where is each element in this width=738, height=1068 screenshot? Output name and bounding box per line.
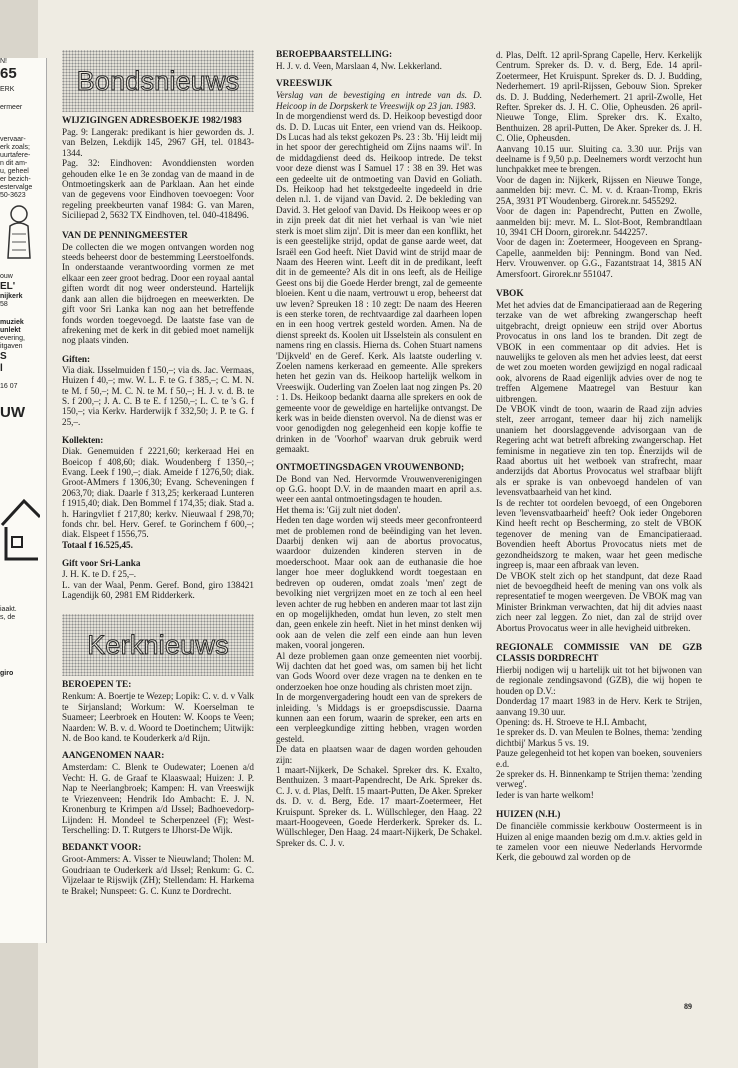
paragraph: J. H. K. te D. f 25,–.: [62, 569, 137, 580]
stub-line: u, geheel: [0, 168, 29, 175]
paragraph: 1 maart-Nijkerk, De Schakel. Spreker drs. K. Exalto, Benthuizen. 3 maart-Papendrecht, De Ark. Spreker ds. C. J. v. d. Plas, Delft. 15 maart-Putten, De Aker. Spreker ds. D. v. d. Berg, Ede. 17 maart-Zoetermeer, Het Kruispunt. Spreker ds. L. Wüllschleger, den Haag. 22 maart-Hoogeveen, Goede Herderkerk. Spreker ds. L. Wüllschleger, Den Haag. 24 maart-Nijkerk, De Schakel. Spreker ds. C. J. v.: [276, 765, 482, 848]
stub-line: nijkerk: [0, 293, 23, 300]
stub-line: er bezich-: [0, 176, 31, 183]
stub-line: evering,: [0, 335, 25, 342]
paragraph: Aanvang 10.15 uur. Sluiting ca. 3.30 uur. Prijs van deelname is f 9,50 p.p. Deelnemers wordt verzocht hun lunchpakket mee te brengen.: [496, 143, 702, 175]
figure-illustration: [6, 204, 32, 260]
stub-line: N!: [0, 58, 7, 65]
paragraph: Pag. 32: Eindhoven: Avonddiensten worden gehouden elke 1e en 3e zondag van de maand in de Ontmoetingskerk aan de Parklaan. Aan het einde van de gegevens voor Eindhoven toevoegen: Voor regeling preekbeurten vanaf 1984: G. van Maren, Siciliepad 2, 5632 TX Eindhoven, tel. 040-418496.: [62, 158, 254, 221]
paragraph: Donderdag 17 maart 1983 in de Herv. Kerk te Strijen, aanvang 19.30 uur.: [496, 696, 702, 717]
section-heading: BEROEPEN TE:: [62, 680, 132, 691]
stub-line: 16 07: [0, 383, 18, 390]
stub-line: s, de: [0, 614, 16, 621]
paragraph: Al deze problemen gaan onze gemeenten niet voorbij. Wij dachten dat het goed was, om samen bij het licht van Gods Woord over deze vragen na te denken en te onderzoeken hoe onze houding als christen moet zijn.: [276, 650, 482, 692]
bondsnieuws-banner: [62, 50, 254, 112]
column-3: [496, 50, 702, 863]
paragraph: Renkum: A. Boertje te Wezep; Lopik: C. v. d. v Valk te Sirjansland; Workum: W. Koerselman te Suameer; Leerbroek en Houten: W. Koops te Veen; Naarden: W. B. v. d. Woord te Doetinchem; Uitwijk: N. de Boo kand. te Kouderkerk a/d Rijn.: [62, 691, 254, 744]
stub-line: estervalge: [0, 184, 33, 191]
paragraph: Pauze gelegenheid tot het kopen van boeken, souveniers e.d.: [496, 748, 702, 769]
stub-line: itgaven: [0, 343, 23, 350]
total-line: Totaal f 16.525,45.: [62, 539, 133, 550]
subheading: Gift voor Sri-Lanka: [62, 558, 141, 569]
section-heading: BEROEPBAARSTELLING:: [276, 50, 393, 60]
paragraph: 1e spreker ds. D. van Meulen te Bolnes, thema: 'zending dichtbij' Markus 5 vs. 19.: [496, 727, 702, 748]
paragraph: Via diak. IJsselmuiden f 150,–; via ds. Jac. Vermaas, Huizen f 40,–; mw. W. L. F. te G. f 385,–; C. M. N. te M. f 50,–; M. C. N. te M. f 50,–; H. J. v. d. B. te S. f 200,–; J. A. C. B te E. f 1250,–; L. C. te 's G. f 150,–; via Kerkv. Harderwijk f 332,50; J. P. te G. f 25,–.: [62, 364, 254, 427]
paragraph: Hierbij nodigen wij u hartelijk uit tot het bijwonen van de regionale zendingsavond (GZB), die wij hopen te houden op D.V.:: [496, 664, 702, 696]
stub-line: l: [0, 363, 3, 374]
stub-line: ermeer: [0, 104, 23, 111]
stub-line: n dit am-: [0, 160, 28, 167]
adjacent-page-stub: [0, 58, 47, 943]
paragraph: Groot-Ammers: A. Visser te Nieuwland; Tholen: M. Goudriaan te Ouderkerk a/d IJssel; Renkum: G. C. Vijzelaar te Rijswijk (ZH); Stellendam: H. Harkema te Brakel; Nunspeet: G. C. Kunz te Dordrecht.: [62, 854, 254, 896]
section-heading: VAN DE PENNINGMEESTER: [62, 230, 188, 241]
stub-line: unlekt: [0, 327, 21, 334]
subheading: Giften:: [62, 353, 91, 364]
page-number: 89: [684, 1002, 692, 1011]
paragraph: De VBOK stelt zich op het standpunt, dat deze Raad niet de bevoegdheid heeft de mening van ons volk als representatief te mogen weergeven. De VBOK mag van Minister Brinkman verwachten, dat hij dit advies naast zich neer zal leggen. Zo niet, dan zal de strijd over Abortus Provocatus weer in alle hevigheid uitbreken.: [496, 570, 702, 633]
paragraph: Voor de dagen in: Nijkerk, Rijssen en Nieuwe Tonge, aanmelden bij: mevr. C. M. v. d. Kraan-Tromp, Ekris 25A, 3931 PT Woudenberg. Girorek.nr. 5455292.: [496, 174, 702, 206]
paragraph: H. J. v. d. Veen, Marslaan 4, Nw. Lekkerland.: [276, 61, 442, 71]
paragraph: Opening: ds. H. Stroeve te H.I. Ambacht,: [496, 716, 647, 727]
house-illustration: [0, 491, 40, 561]
paragraph: L. van der Waal, Penm. Geref. Bond, giro 138421 Lagendijk 60, 2981 EM Ridderkerk.: [62, 579, 254, 601]
stub-line: giro: [0, 670, 14, 677]
paragraph: In de morgendienst werd ds. D. Heikoop bevestigd door ds. D. D. Lucas uit Enter, een vriend van ds. Heikoop. Ds Lucas had als tekst gekozen Ps. 23 : 3b. 'Hij leidt mij in het spoor der gerechtigheid om Zijns naams wil'. In de middagdienst deed ds. Heikoop intrede. De tekst voor deze dienst was I Samuel 17 : 38 en 39. Het was een gedeelte uit de ontmoeting van David en Goliath. Ds. Heikoop had het tekstgedeelte ingedeeld in drie delen n.l. 1. de vijand van David. 2. De bekleding van David. 3. Het geloof van David. Ds Heikoop wees er op in zijn preek dat dit niet het verhaal is van 'wie niet sterk is moet slim zijn'. Dit is meer dan een konflikt, het is een geestelijke strijd, opdat de ganse aarde weet, dat Israël een God heeft. Niet David wint de strijd maar de Naam des Heeren wint. Leeft dit in de predikant, leeft dit in de gemeente? Als dit in ons leeft, als de Heilige Geest ons bij die Goede Herder brengt, zal de gemeente bloeien. Kent u die naam, vertrouwt u erop, beheerst dat uw leven? Spreuken 18 : 10 zegt: De naam des Heeren is een sterke toren, de rechtvaardige zal daarheen lopen en in een hoog vertrek gesteld worden. Amen. Na de dienst spreekt ds. Koolen uit IJsselstein als consulent en namens ring en classis. Hierna ds. Cohen Stuart namens 'Dijkveld' en de Geref. Kerk. Als laatste ouderling v. Zoelen namens kerkeraad en gemeente. Alle sprekers heten het gezin van ds. Heikoop hartelijk welkom in Vreeswijk. Ouderling van Zoelen laat nog zingen Ps. 20 : 1. Ds. Heikoop bedankt daarna alle sprekers en ook de gemeente voor de geweldige en hartelijke ontvangst. De kerk was in beide diensten overvol. Na de dienst was er voor genodigden nog gelegenheid een kopje koffie te drinken in de 'Voorhof' waarvan druk gebruik werd gemaakt.: [276, 111, 482, 455]
paragraph: Diak. Genemuiden f 2221,60; kerkeraad Hei en Boeicop f 408,60; diak. Woudenberg f 1350,–; Evang. Leek f 190,–; diak. Ameide f 1276,50; diak. Groot-AMmers f 1306,30; Evang. Scheveningen f 2063,70; diak. Daarle f 313,25; kerkeraad Lunteren f 1915,40; diak. Den Bommel f 174,35; diak. Stad a. h. Haringvliet f 217,80; kerkv. Nieuwaal f 298,70; fonds chr. bel. Herv. Geref. te Gorinchem f 600,–; diak. Elspeet f 1556,75.: [62, 446, 254, 540]
stub-line: uurtafere-: [0, 152, 31, 159]
section-heading: VBOK: [496, 288, 524, 299]
paragraph: Pag. 9: Langerak: predikant is hier geworden ds. J. van Belzen, Lekdijk 145, 2967 GH, tel. 01843-1344.: [62, 127, 254, 158]
stub-line: iaakt.: [0, 606, 17, 613]
stub-line: erk zoals;: [0, 144, 30, 151]
paragraph: De Bond van Ned. Hervormde Vrouwenverenigingen op G.G. hoopt D.V. in de maanden maart en april a.s. weer een aantal ontmoetingsdagen te houden.: [276, 473, 482, 505]
kerknieuws-banner: [62, 614, 254, 676]
section-heading: WIJZIGINGEN ADRESBOEKJE 1982/1983: [62, 116, 242, 126]
section-heading: VREESWIJK: [276, 79, 333, 90]
paragraph: Met het advies dat de Emancipatieraad aan de Regering terzake van de wet afbreking zwangerschap heeft uitgebracht, dreigt opnieuw een strijd over Abortus Provocatus in ons land los te branden. Dit zegt de VBOK in een commentaar op dit advies. Het is nauwelijks te geloven als men het advies leest, dat eerst de wet zou moeten worden gewijzigd en nogal radicaal ook, alvorens de Raad eigenlijk advies over de nog te treffen Algemene Maatregel van Bestuur kan uitbrengen.: [496, 299, 702, 404]
stub-line: 50-3623: [0, 192, 26, 199]
paragraph: Is de rechter tot oordelen bevoegd, of een Ongeboren leven 'levensvatbaarheid' heeft? Ook ieder Ongeboren Kind heeft recht op Bescherming, zo stelt de VBOK tegenover de mening van de Emancipatieraad. Bovendien heeft Abortus Provocatus niets met de gezondheidszorg te maken, waar het geen medische ingreep is, maar een afbraak van leven.: [496, 497, 702, 571]
section-heading: ONTMOETINGSDAGEN VROUWENBOND;: [276, 462, 465, 473]
paragraph: 2e spreker ds. H. Binnenkamp te Strijen thema: 'zending verweg'.: [496, 769, 702, 790]
paragraph: Voor de dagen in: Zoetermeer, Hoogeveen en Sprang-Capelle, aanmelden bij: Penningm. Bond van Ned. Herv. Vrouwenver. op G.G., Fazantstraat 14, 3815 AN Amersfoort. Girorek.nr 551047.: [496, 237, 702, 279]
paragraph: Het thema is: 'Gij zult niet doden'.: [276, 504, 401, 515]
bondsnieuws-title: Bondsnieuws: [76, 65, 240, 96]
stub-line: 65: [0, 65, 17, 82]
stub-line: EL': [0, 281, 16, 292]
stub-line: UW: [0, 404, 25, 421]
paragraph: De data en plaatsen waar de dagen worden gehouden zijn:: [276, 744, 482, 765]
paragraph: De financiële commissie kerkbouw Oostermeent is in Huizen al enige maanden bezig om d.m.v. akties geld in te zamelen voor een nieuwe Nederlands Hervormde Kerk, die gebouwd zal worden op de: [496, 821, 702, 863]
stub-line: 58: [0, 301, 8, 308]
paragraph: Voor de dagen in: Papendrecht, Putten en Zwolle, aanmelden bij: mevr. M. L. Slot-Boot, Rembrandtlaan 10, 3941 CH Doorn, girorek.nr. 5442257.: [496, 206, 702, 237]
column-1: [62, 50, 254, 896]
paragraph: De collecten die we mogen ontvangen worden nog steeds beheerst door de bestemming Leerstoelfonds. In onderstaande verantwoording vormen ze met elkaar een zeer groot bedrag. Door een royaal aantal giften wordt dit nog weer ondersteund. Hartelijk dank aan allen die bijdroegen en meewerkten. De gift voor Sri Lanka kan nog aan het betreffende fonds worden toegevoegd. De laatste fase van de afrekening met de kerk in dit gebied moet namelijk nog plaats vinden.: [62, 241, 254, 346]
paragraph: Amsterdam: C. Blenk te Oudewater; Loenen a/d Vecht: H. G. de Graaf te Klaaswaal; Huizen: J. P. Nap te Neerlangbroek; Kampen: H. van Vreeswijk te Vriezenveen; Hendrik Ido Ambacht: E. J. N. Kronenburg te Krimpen a/d IJssel; Badhoevedorp-Lijnden: H. Mondeel te Scherpenzeel (F); West-Terschelling: D. T. Rutgers te IJhorst-De Wijk.: [62, 762, 254, 835]
stub-line: S: [0, 351, 7, 362]
stub-line: muziek: [0, 319, 24, 326]
paragraph: In de morgenvergadering houdt een van de sprekers de inleiding. 's Middags is er groepsdiscussie. Daarna kunnen aan een forum, waarin de spreker, een arts en een verpleegkundige zitting hebben, vragen worden gesteld.: [276, 692, 482, 744]
column-2: [276, 50, 482, 848]
section-heading: HUIZEN (N.H.): [496, 810, 561, 821]
stub-line: ouw: [0, 273, 13, 280]
section-heading: BEDANKT VOOR:: [62, 843, 142, 854]
paragraph: De VBOK vindt de toon, waarin de Raad zijn advies stelt, zeer arrogant, temeer daar hij zich namelijk unaniem het doorslaggevende advisorgaan van de Regering acht wat betreft afbreking zwangerschap. Het feminisme in negatieve zin ten top. Énerzijds wil de Raad abortus uit het wetboek van strafrecht, maar anderzijds dat Abortus Provocatus wel strafbaar blijft als er sprake is van onbevoegd handelen of van levensvatbaarheid van het kind.: [496, 404, 702, 498]
paragraph: d. Plas, Delft. 12 april-Sprang Capelle, Herv. Kerkelijk Centrum. Spreker ds. D. v. d. Berg, Ede. 14 april-Zoetermeer, Het Kruispunt. Spreker ds. D. J. Budding, Nederhemert. 19 april-Rijssen, Gebouw Sion. Spreker ds. D. J. Budding, Nederhemert. 21 april-Zwolle, Het Refter. Spreker ds. J. H. C. Olie, Opheusden. 26 april-Nieuwe Tonge, Elim. Spreker drs. K. Exalto, Benthuizen. 28 april-Putten, De Aker. Spreker ds. J. H. C. Olie, Opheusden.: [496, 50, 702, 144]
subtitle: Verslag van de bevestiging en intrede van ds. D. Heicoop in de Dorpskerk te Vreeswijk op 23 jan. 1983.: [276, 90, 482, 111]
subheading: Kollekten:: [62, 435, 104, 446]
paragraph: Heden ten dage worden wij steeds meer geconfronteerd met de problemen rond de beëindiging van het leven. Daarbij denken wij aan de abortus provocatus, waardoor duizenden kinderen sterven in de moederschoot. Maar ook aan de euthanasie die hoe langer hoe meer doglukkend wordt toegestaan en bedreven op ouderen, omdat zoals 'men' zegt de bevolking niet vergrijzen moet en ze toch al een heel leven achter de rug hebben en anderen maar tot last zijn en op mogelijkheden, omdat hun leven, zo stelt men dan, geen enkele zin heeft. Niet in het minst denken wij ook aan de velen die zelf een einde aan hun leven maken, vooral jongeren.: [276, 515, 482, 651]
section-heading: AANGENOMEN NAAR:: [62, 751, 165, 762]
stub-line: vervaar-: [0, 136, 26, 143]
stub-line: ERK: [0, 86, 15, 93]
paragraph: Ieder is van harte welkom!: [496, 789, 594, 800]
kerknieuws-title: Kerknieuws: [87, 630, 229, 661]
section-heading: REGIONALE COMMISSIE VAN DE GZB CLASSIS DORDRECHT: [496, 642, 702, 664]
